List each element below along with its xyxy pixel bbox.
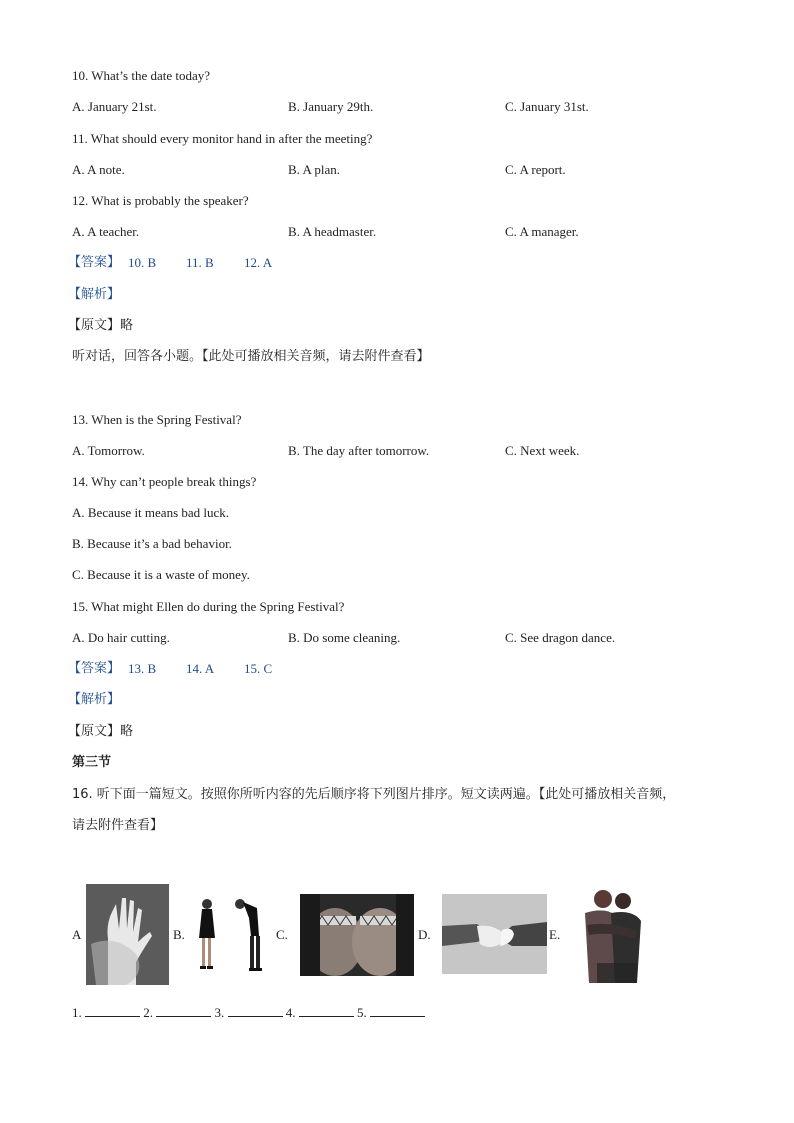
blank-label-3: 3.	[214, 1005, 228, 1020]
q13-option-c: C. Next week.	[505, 443, 580, 458]
answer-item: 14. A	[186, 661, 215, 676]
q15-option-c: C. See dragon dance.	[505, 630, 616, 645]
answer-tag-2: 【答案】	[68, 661, 121, 676]
q15-option-a: A. Do hair cutting.	[72, 630, 170, 645]
q11-option-a: A. A note.	[72, 162, 125, 177]
blank-1[interactable]	[85, 1005, 140, 1017]
answer-item: 12. A	[244, 255, 273, 270]
q14-option-c: C. Because it is a waste of money.	[72, 567, 250, 582]
q16-instruction-line2: 请去附件查看】	[72, 818, 164, 833]
picture-label-a: A	[72, 927, 82, 942]
blank-label-4: 4.	[285, 1005, 299, 1020]
q13-option-a: A. Tomorrow.	[72, 443, 145, 458]
q10-option-c: C. January 31st.	[505, 99, 589, 114]
blank-4[interactable]	[299, 1005, 354, 1017]
q12-stem: 12. What is probably the speaker?	[72, 193, 249, 208]
answer-blanks	[72, 1005, 425, 1021]
blank-label-2: 2.	[143, 1005, 157, 1020]
original-text-1: 【原文】略	[68, 318, 134, 333]
q14-stem: 14. Why can’t people break things?	[72, 474, 257, 489]
q11-option-b: B. A plan.	[288, 162, 341, 177]
picture-a-raised-hand	[86, 884, 169, 985]
blank-3[interactable]	[228, 1005, 283, 1017]
picture-label-c: C.	[276, 927, 288, 942]
q12-option-a: A. A teacher.	[72, 224, 140, 239]
answer-item: 15. C	[244, 661, 273, 676]
q12-option-b: B. A headmaster.	[288, 224, 377, 239]
listening-instruction: 听对话，回答各小题。【此处可播放相关音频，请去附件查看】	[72, 349, 430, 364]
q15-stem: 15. What might Ellen do during the Spring Festival?	[72, 599, 345, 614]
answer-item: 11. B	[186, 255, 214, 270]
picture-label-b: B.	[173, 927, 185, 942]
q16-instruction-line1: 16. 听下面一篇短文。按照你所听内容的先后顺序将下列图片排序。短文读两遍。【此处可播放相关音频，	[72, 787, 676, 802]
q11-stem: 11. What should every monitor hand in after the meeting?	[72, 131, 373, 146]
q14-option-b: B. Because it’s a bad behavior.	[72, 536, 232, 551]
picture-c-nose-touch	[300, 894, 414, 976]
q10-option-a: A. January 21st.	[72, 99, 157, 114]
q10-option-b: B. January 29th.	[288, 99, 374, 114]
q11-option-c: C. A report.	[505, 162, 566, 177]
blank-label-5: 5.	[357, 1005, 370, 1020]
answer-item: 10. B	[128, 255, 157, 270]
q13-option-b: B. The day after tomorrow.	[288, 443, 430, 458]
section-heading: 第三节	[72, 755, 112, 770]
q10-stem: 10. What’s the date today?	[72, 68, 211, 83]
analysis-tag-1: 【解析】	[68, 287, 121, 302]
picture-d-handshake	[442, 894, 547, 974]
blank-5[interactable]	[370, 1005, 425, 1017]
q14-option-a: A. Because it means bad luck.	[72, 505, 230, 520]
q12-option-c: C. A manager.	[505, 224, 579, 239]
picture-label-d: D.	[418, 927, 431, 942]
picture-e-hug	[575, 885, 650, 985]
blank-2[interactable]	[156, 1005, 211, 1017]
answer-item: 13. B	[128, 661, 157, 676]
picture-b-bowing-people	[193, 890, 268, 975]
q15-option-b: B. Do some cleaning.	[288, 630, 401, 645]
picture-label-e: E.	[549, 927, 561, 942]
answer-tag-1: 【答案】	[68, 255, 121, 270]
q13-stem: 13. When is the Spring Festival?	[72, 412, 242, 427]
blank-label-1: 1.	[72, 1005, 85, 1020]
original-text-2: 【原文】略	[68, 724, 134, 739]
analysis-tag-2: 【解析】	[68, 692, 121, 707]
